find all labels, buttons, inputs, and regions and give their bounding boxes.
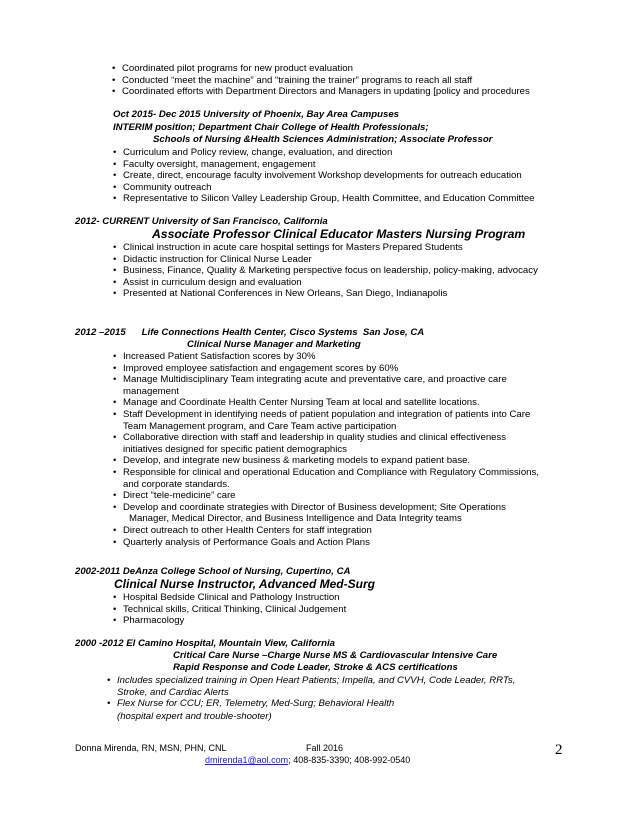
list-item: • Develop and coordinate strategies with Director of Business development; Site Operations Manager, Medical Director, and Business Intelligence and Data Integrity teams <box>113 502 539 525</box>
usf-bullet-list <box>113 242 538 300</box>
list-item: • Direct outreach to other Health Centers for staff integration <box>113 525 539 537</box>
list-item: • Manage and Coordinate Health Center Nursing Team at local and satellite locations. <box>113 397 539 409</box>
phoenix-schools: Schools of Nursing &Health Sciences Administration; Associate Professor <box>153 134 493 145</box>
list-item: • Didactic instruction for Clinical Nurse Leader <box>113 254 538 266</box>
deanza-heading: 2002-2011 DeAnza College School of Nursing, Cupertino, CA <box>75 566 351 577</box>
list-item: • Manage Multidisciplinary Team integrating acute and preventative care, and proactive care management <box>113 374 539 397</box>
elcamino-certifications: Rapid Response and Code Leader, Stroke & ACS certifications <box>173 662 458 673</box>
phoenix-bullet-list <box>113 147 535 205</box>
list-item: • Hospital Bedside Clinical and Pathology Instruction <box>113 592 346 604</box>
deanza-title: Clinical Nurse Instructor, Advanced Med-Surg <box>114 577 375 591</box>
elcamino-bullet-list <box>107 675 515 710</box>
list-item: • Includes specialized training in Open Heart Patients; Impella, and CVVH, Code Leader, RRTs, Stroke, and Cardiac Alerts <box>107 675 515 698</box>
phoenix-position: INTERIM position; Department Chair College of Health Professionals; <box>113 122 429 133</box>
list-item: • Staff Development in identifying needs of patient population and integration of patients into Care Team Management program, and Care Team active participation <box>113 409 539 432</box>
list-item: • Coordinated efforts with Department Directors and Managers in updating [policy and procedures <box>112 86 530 98</box>
list-item: • Pharmacology <box>113 615 346 627</box>
phoenix-heading: Oct 2015- Dec 2015 University of Phoenix, Bay Area Campuses <box>113 109 399 120</box>
list-item: • Community outreach <box>113 182 535 194</box>
list-item: • Direct “tele-medicine” care <box>113 490 539 502</box>
list-item: • Create, direct, encourage faculty involvement Workshop developments for outreach education <box>113 170 535 182</box>
elcamino-note: (hospital expert and trouble-shooter) <box>117 711 272 722</box>
life-bullet-list <box>113 351 539 548</box>
page-number: 2 <box>555 742 563 758</box>
elcamino-role: Critical Care Nurse –Charge Nurse MS & Cardiovascular Intensive Care <box>173 650 498 661</box>
top-bullet-list <box>112 63 530 98</box>
list-item: • Faculty oversight, management, engagement <box>113 159 535 171</box>
list-item: • Representative to Silicon Valley Leadership Group, Health Committee, and Education Committee <box>113 193 535 205</box>
list-item: • Improved employee satisfaction and engagement scores by 60% <box>113 363 539 375</box>
list-item: • Curriculum and Policy review, change, evaluation, and direction <box>113 147 535 159</box>
list-item: • Collaborative direction with staff and leadership in quality studies and clinical effectiveness initiatives designed for specific patient demographics <box>113 432 539 455</box>
footer-term: Fall 2016 <box>306 743 344 753</box>
list-item: • Clinical instruction in acute care hospital settings for Masters Prepared Students <box>113 242 538 254</box>
list-item: • Assist in curriculum design and evaluation <box>113 277 538 289</box>
usf-title: Associate Professor Clinical Educator Masters Nursing Program <box>152 227 526 241</box>
life-heading: 2012 –2015 Life Connections Health Center, Cisco Systems San Jose, CA <box>75 327 425 338</box>
life-title: Clinical Nurse Manager and Marketing <box>187 339 361 350</box>
list-item: • Develop, and integrate new business & marketing models to expand patient base. <box>113 455 539 467</box>
footer-name: Donna Mirenda, RN, MSN, PHN, CNL <box>75 743 227 753</box>
footer-contact <box>205 755 410 766</box>
list-item: • Coordinated pilot programs for new product evaluation <box>112 63 530 75</box>
list-item: • Increased Patient Satisfaction scores by 30% <box>113 351 539 363</box>
elcamino-heading: 2000 -2012 El Camino Hospital, Mountain View, California <box>75 638 335 649</box>
email-link[interactable]: dmirenda1@aol.com <box>205 755 289 765</box>
list-item: • Technical skills, Critical Thinking, Clinical Judgement <box>113 604 346 616</box>
list-item: • Flex Nurse for CCU; ER, Telemetry, Med-Surg; Behavioral Health <box>107 698 515 710</box>
list-item: • Responsible for clinical and operational Education and Compliance with Regulatory Commissions, and corporate standards. <box>113 467 539 490</box>
deanza-bullet-list <box>113 592 346 627</box>
list-item: • Presented at National Conferences in New Orleans, San Diego, Indianapolis <box>113 288 538 300</box>
list-item: • Quarterly analysis of Performance Goals and Action Plans <box>113 537 539 549</box>
usf-heading: 2012- CURRENT University of San Francisco, California <box>75 216 328 227</box>
footer-phones: ; 408-835-3390; 408-992-0540 <box>288 755 411 765</box>
list-item: • Business, Finance, Quality & Marketing perspective focus on leadership, policy-making, advocacy <box>113 265 538 277</box>
list-item: • Conducted “meet the machine” and “training the trainer” programs to reach all staff <box>112 75 530 87</box>
